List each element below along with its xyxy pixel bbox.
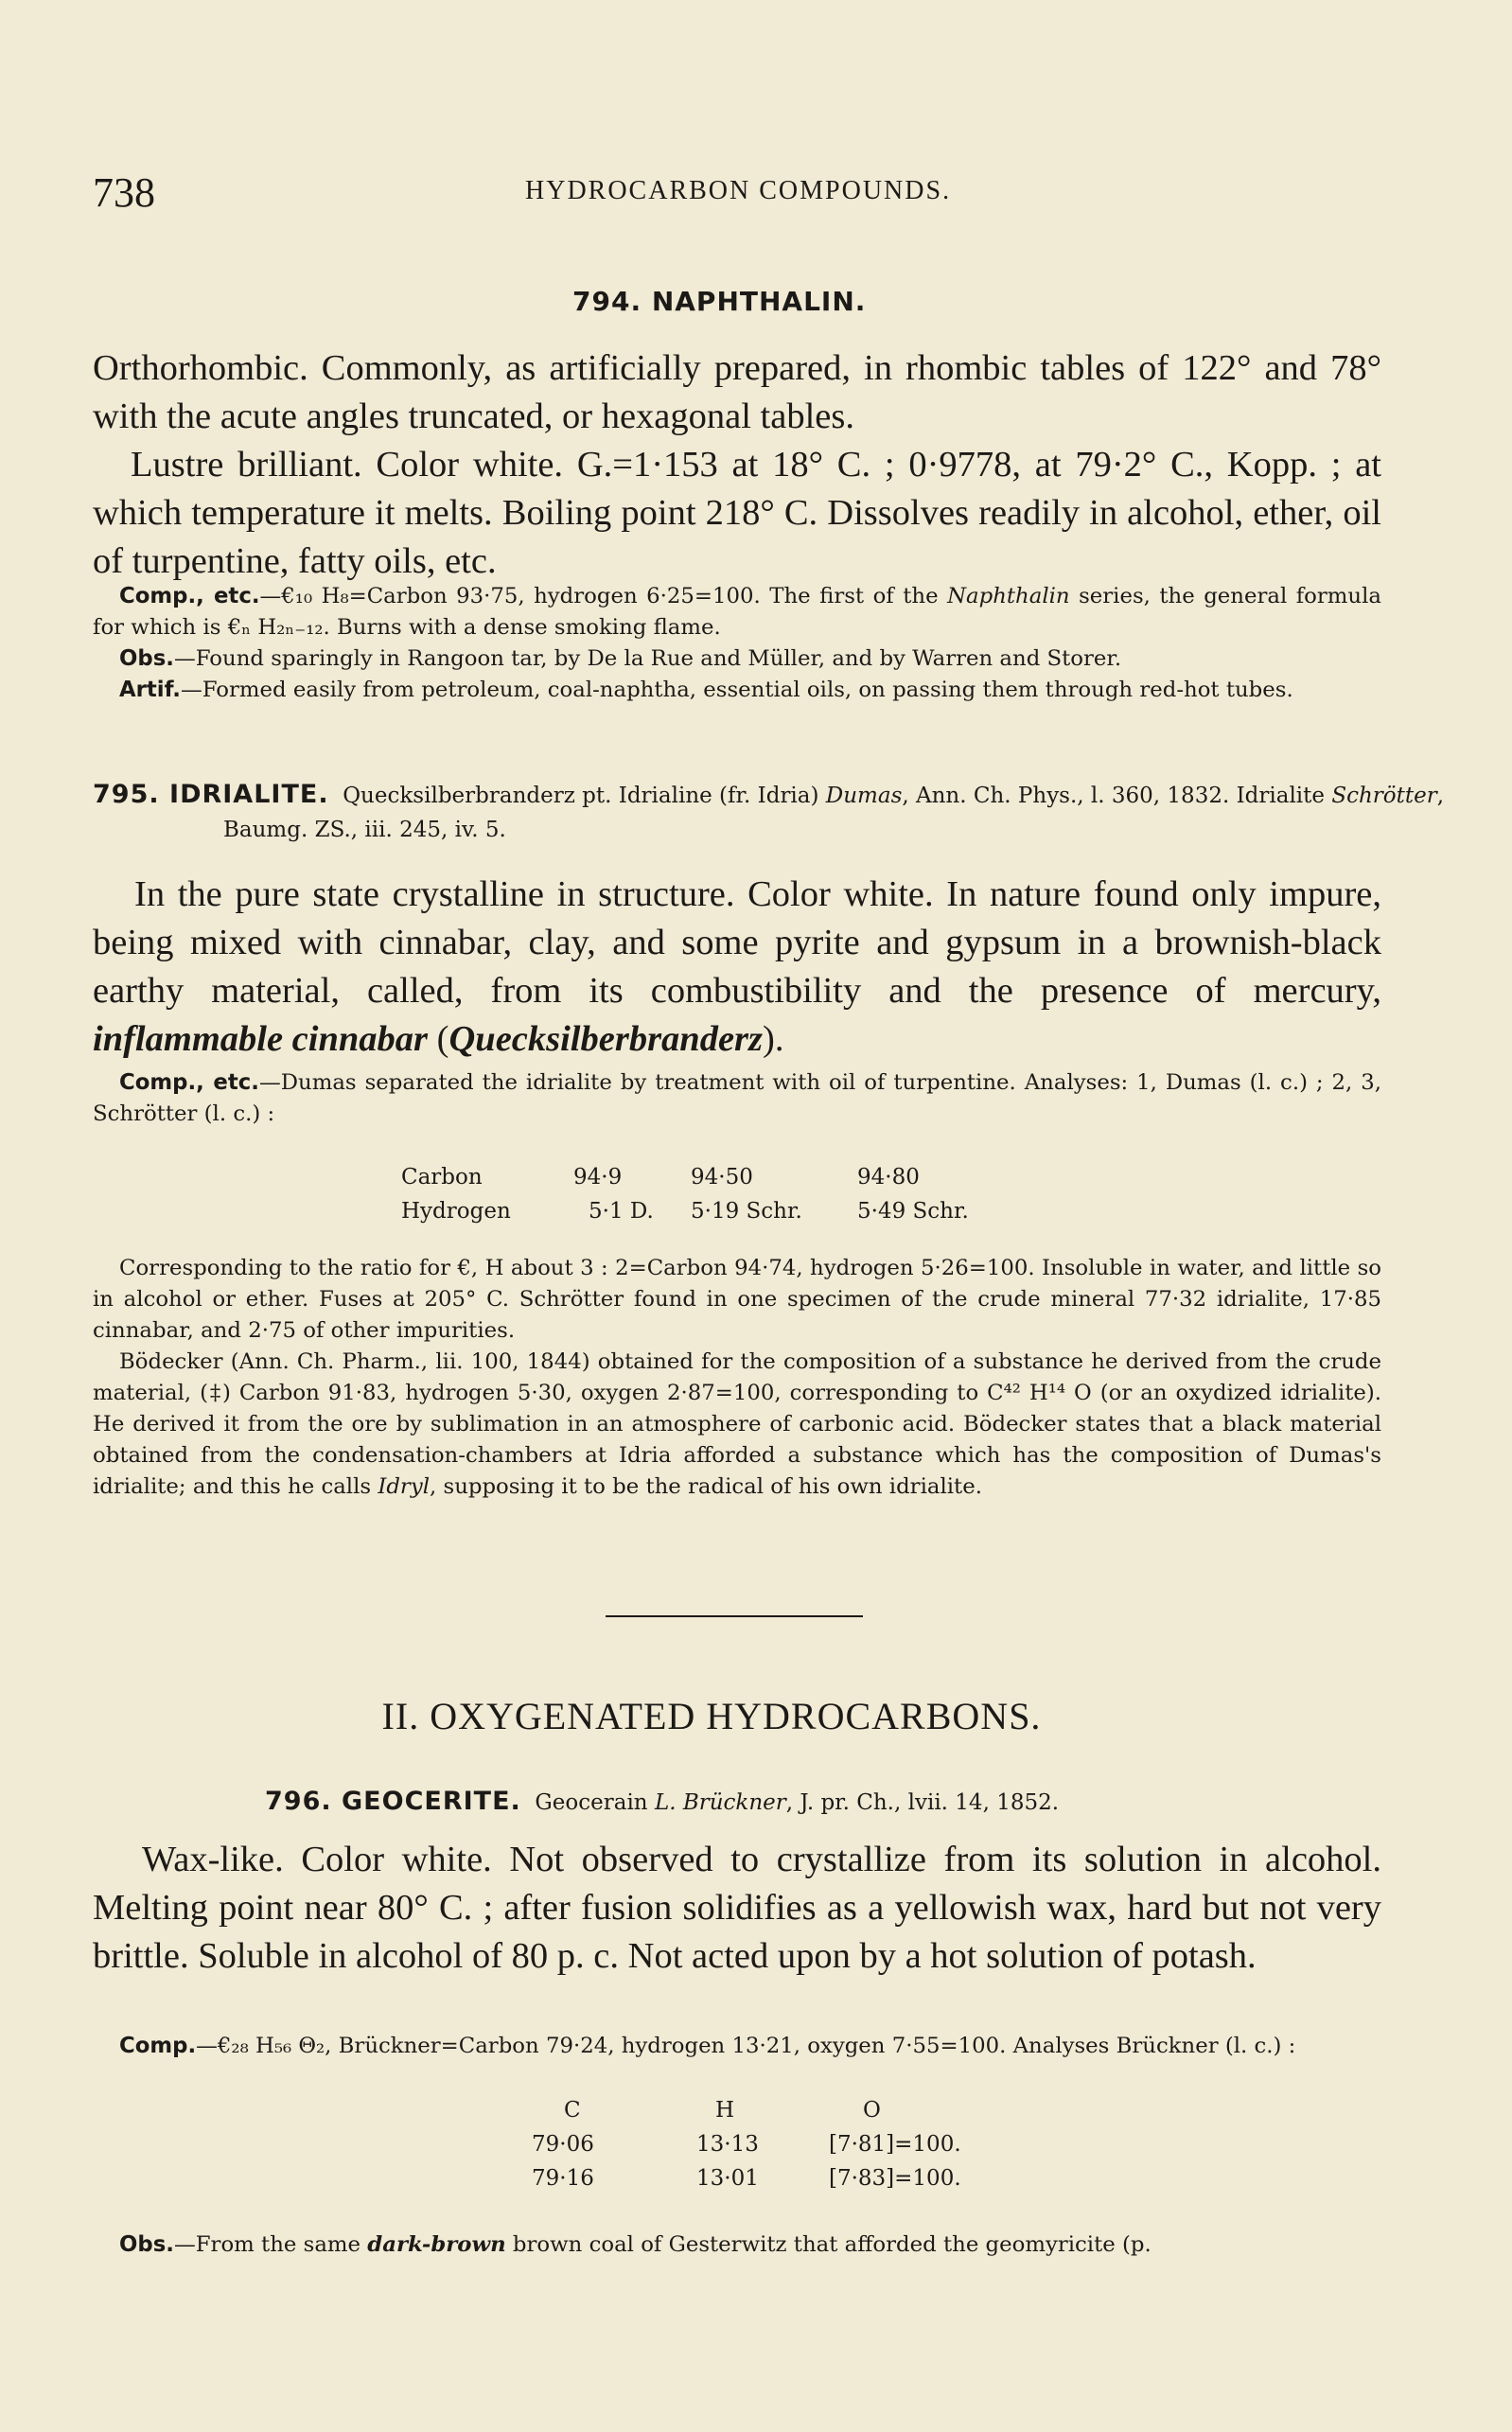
entry-795-bodecker <box>93 1347 1381 1503</box>
cell: 94·9 <box>573 1165 623 1190</box>
common-name: inflammable cinnabar <box>93 1019 429 1059</box>
entry-796-comp-para <box>93 2031 1381 2062</box>
comp-label: Comp., etc. <box>119 1070 259 1095</box>
entry-794-desc-p2: Lustre brilliant. Color white. G.=1·153 at 18° C. ; 0·9778, at 79·2° C., Kopp. ; at which temperature it melts. Boiling point 218° C. Dissolves readily in alcohol, ether, oil of turpentine, fatty oils, etc. <box>93 445 1381 581</box>
entry-795-heading <box>93 778 1512 847</box>
entry-794-notes <box>93 581 1381 706</box>
obs-label: Obs. <box>119 2232 174 2257</box>
comp-text-cont: series, the general formula for which is €ₙ H₂ₙ₋₁₂. Burns with a dense smoking flame. <box>93 584 1381 640</box>
artif-label: Artif. <box>119 678 181 702</box>
header-cell: C <box>564 2098 581 2123</box>
entry-795-analyses-table <box>401 1160 969 1228</box>
synonyms-end: , J. pr. Ch., lvii. 14, 1852. <box>785 1790 1060 1815</box>
section-divider <box>606 1615 863 1617</box>
comp-text: —€₁₀ H₈=Carbon 93·75, hydrogen 6·25=100. The first of the <box>259 584 948 608</box>
cell: 13·13 <box>696 2132 759 2157</box>
obs-text-end: brown coal of Gesterwitz that afforded the geomyricite (p. <box>505 2232 1152 2257</box>
running-head: HYDROCARBON COMPOUNDS. <box>525 176 952 205</box>
entry-794-artif <box>93 675 1381 706</box>
entry-796-heading <box>265 1785 1059 1820</box>
synonyms-end: , Baumg. ZS., iii. 245, iv. 5. <box>223 784 1445 842</box>
cell: Hydrogen <box>401 1199 511 1224</box>
page-number: 738 <box>93 169 155 216</box>
entry-795-comp <box>93 1067 1381 1130</box>
cell: 94·50 <box>691 1165 753 1190</box>
cell: [7·83]=100. <box>829 2166 961 2191</box>
entry-794-desc-p1: Orthorhombic. Commonly, as artificially prepared, in rhombic tables of 122° and 78° with the acute angles truncated, or hexagonal tables. <box>93 348 1381 436</box>
section-heading: II. OXYGENATED HYDROCARBONS. <box>381 1695 1042 1737</box>
obs-label: Obs. <box>119 646 174 671</box>
entry-795-title: 795. IDRIALITE. <box>93 780 329 809</box>
entry-794-title: 794. NAPHTHALIN. <box>572 286 867 317</box>
cell: 5·49 Schr. <box>857 1199 969 1224</box>
obs-text: —From the same <box>173 2232 368 2257</box>
entry-794-obs <box>93 643 1381 675</box>
author-schrotter: Schrötter <box>1331 784 1437 808</box>
paren: ( <box>428 1019 449 1059</box>
entry-796-description <box>93 1836 1381 1981</box>
entry-795-corr: Corresponding to the ratio for €, H about 3 : 2=Carbon 94·74, hydrogen 5·26=100. Insoluble in water, and little so in alcohol or ether. Fuses at 205° C. Schrötter found in one specimen of the crude mineral 77·32 idrialite, 17·85 cinnabar, and 2·75 of other impurities. <box>93 1256 1381 1343</box>
entry-796-obs-para <box>93 2229 1381 2261</box>
cell: Carbon <box>401 1165 483 1190</box>
author-bruckner: L. Brückner <box>654 1790 786 1815</box>
obs-text: —Found sparingly in Rangoon tar, by De la Rue and Müller, and by Warren and Storer. <box>173 646 1122 671</box>
entry-796-analyses-table <box>532 2093 961 2195</box>
entry-795-desc <box>93 871 1381 1064</box>
synonyms: Quecksilberbranderz pt. Idrialine (fr. Idria) <box>343 784 826 808</box>
desc-text: In the pure state crystalline in structure. Color white. In nature found only impure, being mixed with cinnabar, clay, and some pyrite and gypsum in a brownish-black earthy material, called, from its combustibility and the presence of mercury, <box>93 874 1381 1011</box>
cell: 5·1 D. <box>589 1199 654 1224</box>
comp-label: Comp. <box>119 2034 197 2058</box>
comp-label: Comp., etc. <box>119 584 260 608</box>
table-header-row <box>532 2093 961 2127</box>
cell: [7·81]=100. <box>829 2132 961 2157</box>
table-row <box>532 2161 961 2195</box>
comp-text: —€₂₈ H₅₆ Θ₂, Brückner=Carbon 79·24, hydrogen 13·21, oxygen 7·55=100. Analyses Brückner (l. c.) : <box>196 2034 1296 2058</box>
table-row <box>532 2127 961 2161</box>
german-name: Quecksilberbranderz <box>448 1019 764 1059</box>
entry-795-comp-para <box>93 1067 1381 1130</box>
cell: 5·19 Schr. <box>691 1199 802 1224</box>
series-name: Naphthalin <box>947 584 1070 608</box>
obs-italic: dark-brown <box>367 2232 506 2257</box>
header-cell: O <box>863 2098 881 2123</box>
entry-795-description <box>93 871 1381 1064</box>
bodecker-text: Bödecker (Ann. Ch. Pharm., lii. 100, 1844) obtained for the composition of a substance he derived from the crude material, (‡) Carbon 91·83, hydrogen 5·30, oxygen 2·87=100, corresponding to C⁴² H¹⁴ O (or an oxydized idrialite). He derived it from the ore by sublimation in an atmosphere of carbonic acid. Bödecker states that a black material obtained from the condensation-chambers at Idria afforded a substance which has the composition of Dumas's idrialite; and this he calls <box>93 1349 1381 1499</box>
desc-end: ). <box>763 1019 784 1059</box>
header-cell: H <box>715 2098 735 2123</box>
synonyms: Geocerain <box>535 1790 655 1815</box>
idryl: Idryl <box>378 1474 430 1499</box>
table-row <box>401 1194 969 1228</box>
entry-794-comp <box>93 581 1381 643</box>
synonyms-cont: , Ann. Ch. Phys., l. 360, 1832. Idrialite <box>902 784 1332 808</box>
cell: 13·01 <box>696 2166 759 2191</box>
author-dumas: Dumas <box>825 784 903 808</box>
entry-796-title: 796. GEOCERITE. <box>265 1787 521 1816</box>
cell: 79·06 <box>532 2132 594 2157</box>
cell: 94·80 <box>857 1165 920 1190</box>
bodecker-text-end: , supposing it to be the radical of his own idrialite. <box>430 1474 982 1499</box>
table-row <box>401 1160 969 1194</box>
entry-794-description <box>93 344 1381 586</box>
entry-796-desc: Wax-like. Color white. Not observed to crystallize from its solution in alcohol. Melting point near 80° C. ; after fusion solidifies as a yellowish wax, hard but not very brittle. Soluble in alcohol of 80 p. c. Not acted upon by a hot solution of potash. <box>93 1840 1381 1976</box>
entry-796-comp <box>93 2031 1381 2062</box>
entry-796-obs <box>93 2229 1381 2261</box>
cell: 79·16 <box>532 2166 594 2191</box>
entry-795-notes <box>93 1253 1381 1503</box>
artif-text: —Formed easily from petroleum, coal-naphtha, essential oils, on passing them through red-hot tubes. <box>180 678 1293 702</box>
comp-text: —Dumas separated the idrialite by treatment with oil of turpentine. Analyses: 1, Dumas (l. c.) ; 2, 3, Schrötter (l. c.) : <box>93 1070 1381 1126</box>
